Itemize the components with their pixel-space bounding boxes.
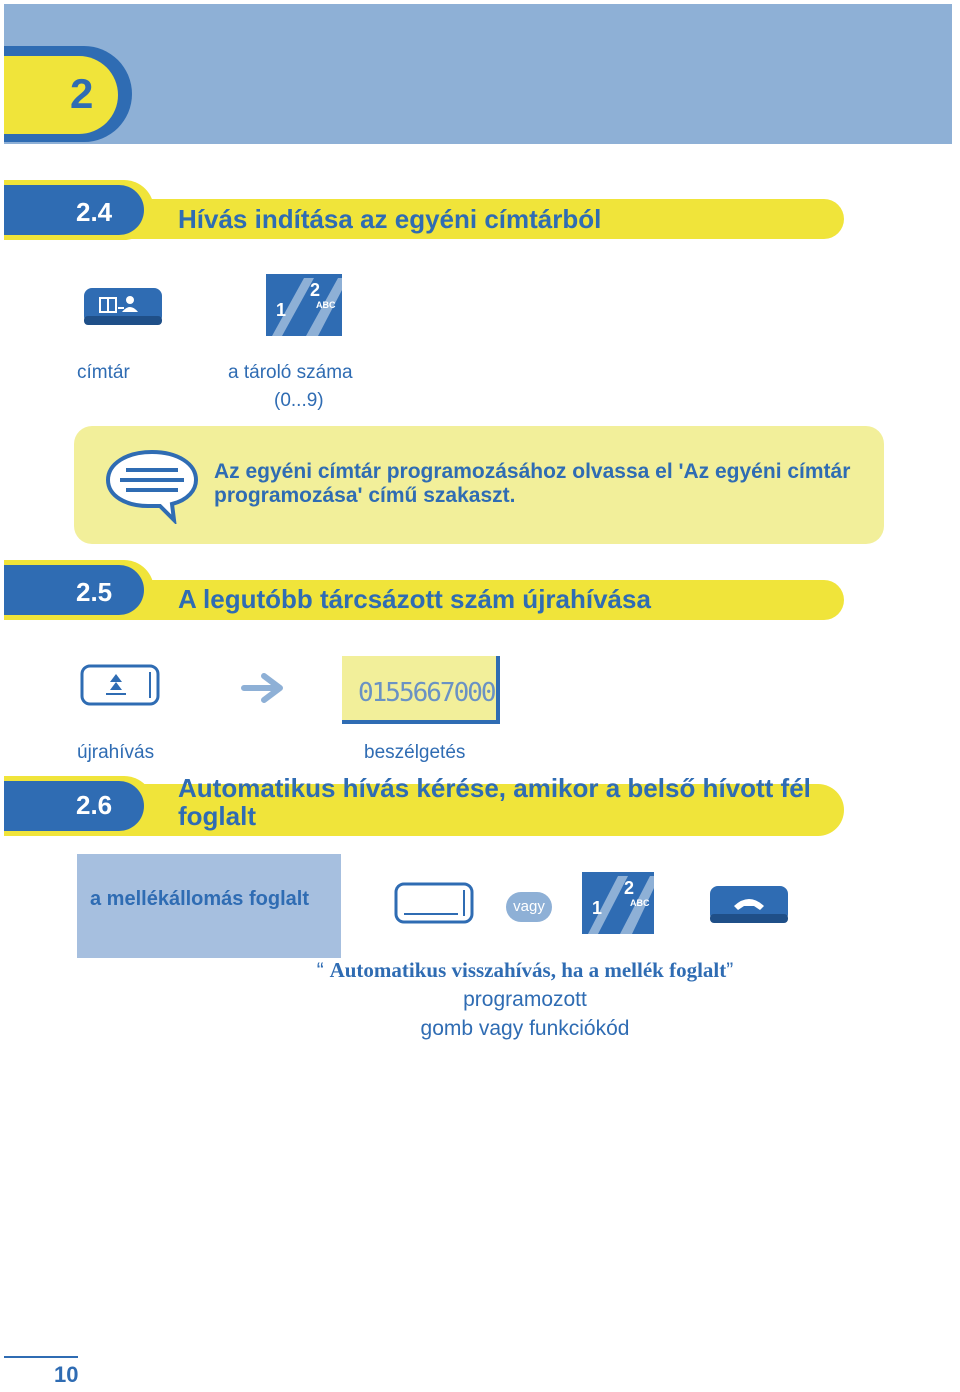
keypad-icon-2 <box>582 872 654 934</box>
section-25-badge <box>4 565 144 615</box>
display-number: 0155667000 <box>358 678 495 708</box>
programmable-key-icon <box>394 882 476 926</box>
label-redial: újrahívás <box>77 742 155 763</box>
auto-callback-rest-2: gomb vagy funkciókód <box>420 1017 630 1040</box>
section-25-number: 2.5 <box>76 577 113 607</box>
section-24-badge <box>4 185 144 235</box>
section-24-number: 2.4 <box>76 197 113 227</box>
chapter-header-band <box>4 4 952 144</box>
info-note-text: Az egyéni címtár programozásához olvassa el 'Az egyéni címtár programozása' című szakaszt. <box>214 460 851 507</box>
keypad2-key-2-letters: ABC <box>630 898 650 908</box>
keypad2-key-2: 2 <box>624 878 635 898</box>
auto-callback-rest-1: programozott <box>463 988 587 1011</box>
label-slot-range: (0...9) <box>274 390 324 411</box>
quote-close: ” <box>726 959 734 982</box>
page-number-rule <box>4 1356 78 1358</box>
quote-open: “ <box>316 959 324 982</box>
auto-callback-note <box>300 956 750 1043</box>
keypad-icon <box>266 274 342 336</box>
hang-up-key-icon <box>708 884 790 926</box>
keypad2-key-1: 1 <box>592 898 603 918</box>
label-slot-number: a tároló száma <box>228 362 353 383</box>
or-badge: vagy <box>506 892 552 922</box>
directory-key-icon <box>82 286 166 328</box>
busy-extension-label: a mellékállomás foglalt <box>90 888 309 910</box>
section-26-badge <box>4 781 144 831</box>
redial-key-icon <box>80 664 162 708</box>
chapter-number: 2 <box>70 70 94 117</box>
section-24-title: Hívás indítása az egyéni címtárból <box>178 204 602 234</box>
speech-bubble-icon <box>104 448 200 524</box>
section-26-title-line1: Automatikus hívás kérése, amikor a belső hívott fél <box>178 773 811 803</box>
keypad-key-2-letters: ABC <box>316 300 336 310</box>
label-directory: címtár <box>77 362 130 383</box>
keypad-key-2: 2 <box>310 280 321 300</box>
chapter-tab-inner <box>4 56 118 134</box>
auto-callback-key-name: Automatikus visszahívás, ha a mellék foglalt <box>329 958 727 982</box>
arrow-right-icon <box>240 670 286 706</box>
section-26-number: 2.6 <box>76 790 113 820</box>
label-conversation: beszélgetés <box>364 742 466 763</box>
keypad-key-1: 1 <box>276 300 287 320</box>
section-26-title-line2: foglalt <box>178 801 256 831</box>
page-number: 10 <box>54 1362 79 1387</box>
section-25-title: A legutóbb tárcsázott szám újrahívása <box>178 584 651 614</box>
